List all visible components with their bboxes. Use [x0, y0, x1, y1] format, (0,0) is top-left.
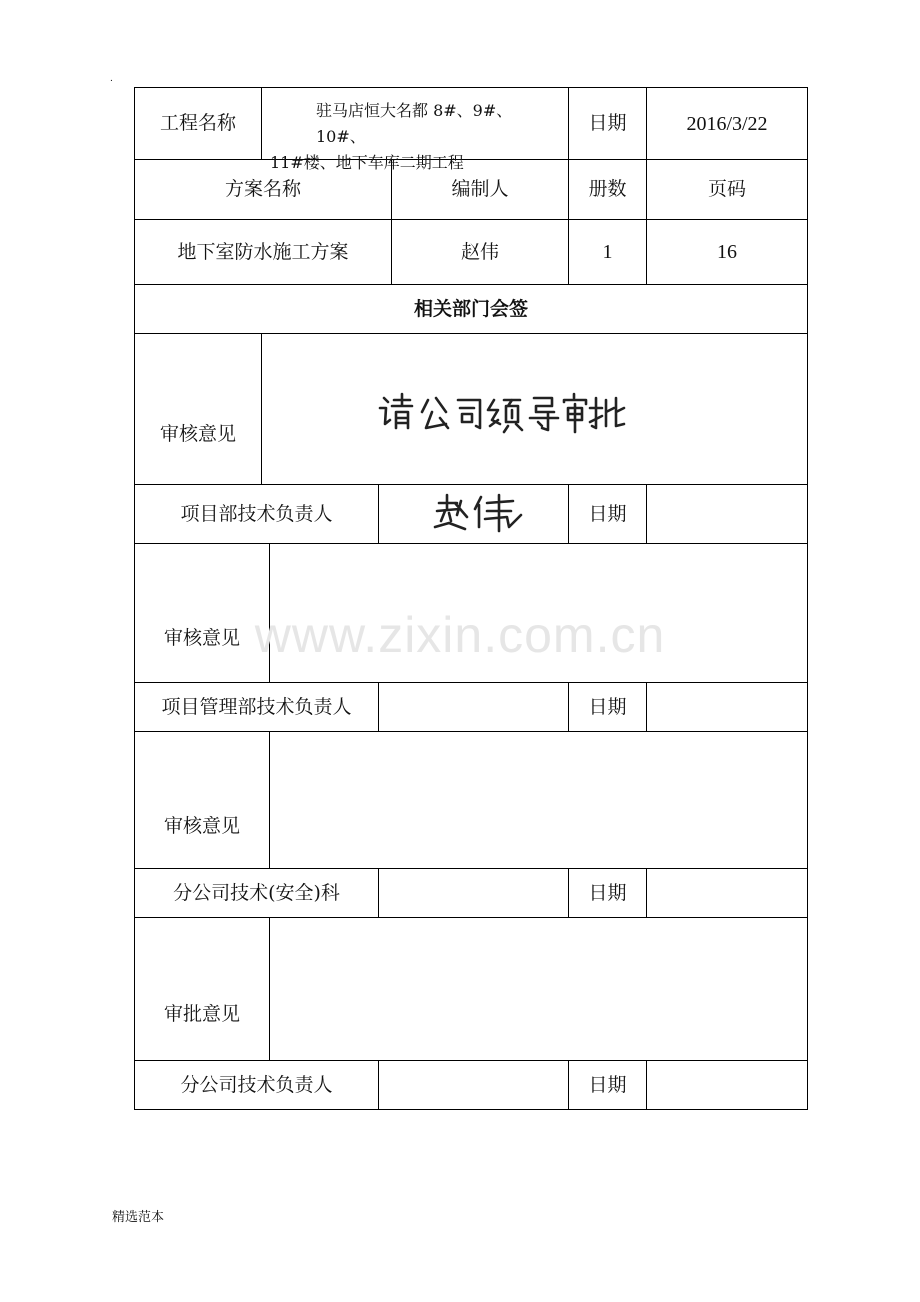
page-footer: 精选范本 [112, 1210, 165, 1225]
signer-date-label-4: 日期 [588, 1073, 627, 1096]
signer-label-2: 项目管理部技术负责人 [161, 695, 352, 718]
opinion-label-3: 审核意见 [163, 815, 240, 838]
signer-label-3: 分公司技术(安全)科 [173, 881, 340, 904]
author-value: 赵伟 [460, 240, 499, 263]
project-name-line2: 11#楼、地下车库二期工程 [270, 153, 464, 172]
opinion-label-4: 审批意见 [163, 1003, 240, 1026]
project-name-label: 工程名称 [159, 112, 236, 135]
signer-date-value-2 [647, 683, 807, 731]
signer-date-value-3 [647, 869, 807, 917]
project-name-line1: 驻马店恒大名都 8#、9#、10#、 [316, 101, 513, 146]
pages-value: 16 [717, 241, 737, 263]
watermark: www.zixin.com.cn [254, 607, 666, 663]
project-name-value [262, 88, 568, 172]
signature-cell-2 [379, 683, 568, 731]
corner-mark: . [110, 74, 113, 84]
signer-date-label-2: 日期 [588, 695, 627, 718]
signature-cell-4 [379, 1061, 568, 1109]
opinion-content-4 [270, 918, 807, 1060]
section-title: 相关部门会签 [413, 297, 528, 320]
plan-name-label: 方案名称 [224, 178, 301, 201]
opinion-label-1: 审核意见 [159, 423, 236, 446]
signature-cell-1 [379, 485, 568, 543]
pages-label: 页码 [707, 178, 746, 201]
opinion-label-2: 审核意见 [163, 627, 240, 650]
volume-label: 册数 [588, 178, 627, 201]
handwritten-signature [431, 493, 525, 533]
date-label: 日期 [588, 112, 627, 135]
volume-value: 1 [602, 241, 613, 263]
date-value: 2016/3/22 [686, 112, 768, 135]
handwritten-opinion [376, 390, 626, 438]
opinion-content-1 [262, 334, 807, 484]
opinion-content-3 [270, 732, 807, 868]
signer-label-4: 分公司技术负责人 [180, 1073, 333, 1096]
plan-name-value: 地下室防水施工方案 [177, 240, 349, 263]
signer-date-value-4 [647, 1061, 807, 1109]
signer-date-label-1: 日期 [588, 502, 627, 525]
signer-date-value-1 [647, 485, 807, 543]
signer-date-label-3: 日期 [588, 881, 627, 904]
author-label: 编制人 [451, 178, 509, 201]
signer-label-1: 项目部技术负责人 [180, 502, 333, 525]
signature-cell-3 [379, 869, 568, 917]
